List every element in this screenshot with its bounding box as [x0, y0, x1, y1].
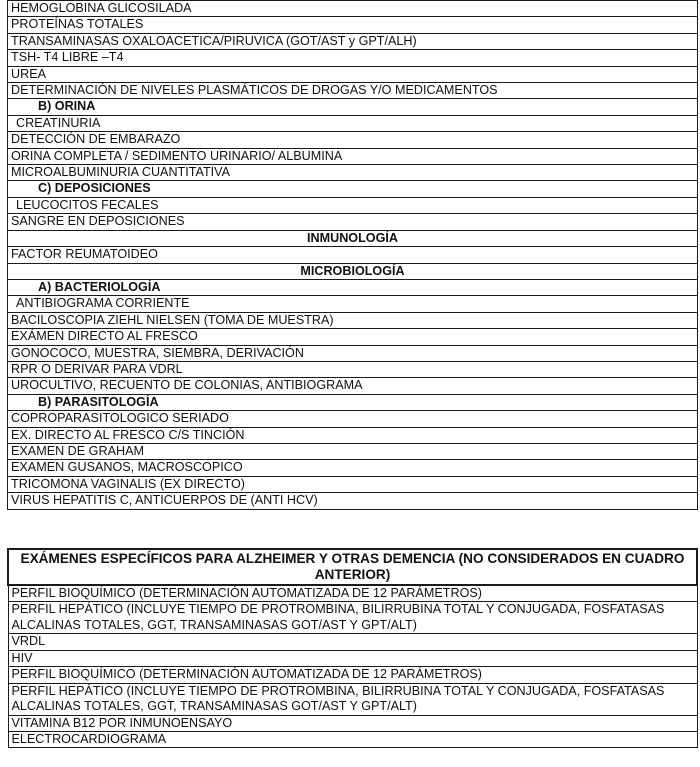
table-row — [8, 427, 698, 443]
exam-item: VITAMINA B12 POR INMUNOENSAYO — [8, 715, 697, 731]
alzheimer-exams-table — [7, 548, 698, 748]
table-row — [8, 443, 698, 459]
subsection-heading: A) BACTERIOLOGÍA — [8, 279, 698, 295]
table-row — [8, 17, 698, 33]
table-row — [8, 329, 698, 345]
exam-item: TSH- T4 LIBRE –T4 — [8, 50, 698, 66]
table-row — [8, 634, 697, 650]
exam-item: PERFIL HEPÁTICO (INCLUYE TIEMPO DE PROTROMBINA, BILIRRUBINA TOTAL Y CONJUGADA, FOSFATASAS ALCALINAS TOTALES, GGT, TRANSAMINASAS GOT/AST Y GPT/ALT) — [8, 683, 697, 715]
table-row — [8, 230, 698, 246]
table-row — [8, 165, 698, 181]
subsection-heading: B) ORINA — [8, 99, 698, 115]
table-row — [8, 683, 697, 715]
exam-item: FACTOR REUMATOIDEO — [8, 247, 698, 263]
table-header-row — [8, 549, 697, 585]
exam-item: GONOCOCO, MUESTRA, SIEMBRA, DERIVACIÓN — [8, 345, 698, 361]
table-row — [8, 197, 698, 213]
table-row — [8, 732, 697, 748]
exam-item: RPR O DERIVAR PARA VDRL — [8, 361, 698, 377]
table-row — [8, 148, 698, 164]
exam-item: EXÁMEN DIRECTO AL FRESCO — [8, 329, 698, 345]
exam-item: COPROPARASITOLOGICO SERIADO — [8, 411, 698, 427]
exam-list-table — [7, 0, 698, 510]
table-row — [8, 493, 698, 509]
table-row — [8, 50, 698, 66]
exam-item: ANTIBIOGRAMA CORRIENTE — [8, 296, 698, 312]
table-row — [8, 460, 698, 476]
table-row — [8, 667, 697, 683]
exam-item: UREA — [8, 66, 698, 82]
table-row — [8, 263, 698, 279]
table-row — [8, 99, 698, 115]
exam-item: VIRUS HEPATITIS C, ANTICUERPOS DE (ANTI HCV) — [8, 493, 698, 509]
exam-item: EX. DIRECTO AL FRESCO C/S TINCIÓN — [8, 427, 698, 443]
table-row — [8, 279, 698, 295]
exam-item: HIV — [8, 650, 697, 666]
table-row — [8, 378, 698, 394]
table-row — [8, 296, 698, 312]
table-row — [8, 1, 698, 17]
table-row — [8, 312, 698, 328]
table-row — [8, 715, 697, 731]
exam-item: PERFIL BIOQUÍMICO (DETERMINACIÓN AUTOMATIZADA DE 12 PARÁMETROS) — [8, 585, 697, 602]
exam-item: TRANSAMINASAS OXALOACETICA/PIRUVICA (GOT/AST y GPT/ALH) — [8, 33, 698, 49]
table-row — [8, 602, 697, 634]
exam-item: MICROALBUMINURIA CUANTITATIVA — [8, 165, 698, 181]
exam-item: CREATINURIA — [8, 115, 698, 131]
exam-item: PERFIL BIOQUÍMICO (DETERMINACIÓN AUTOMATIZADA DE 12 PARÁMETROS) — [8, 667, 697, 683]
table-row — [8, 181, 698, 197]
table-row — [8, 585, 697, 602]
exam-item: LEUCOCITOS FECALES — [8, 197, 698, 213]
table-row — [8, 411, 698, 427]
section-heading: INMUNOLOGÍA — [8, 230, 698, 246]
table-row — [8, 66, 698, 82]
table-row — [8, 214, 698, 230]
exam-item: SANGRE EN DEPOSICIONES — [8, 214, 698, 230]
exam-item: DETERMINACIÓN DE NIVELES PLASMÁTICOS DE DROGAS Y/O MEDICAMENTOS — [8, 83, 698, 99]
exam-item: TRICOMONA VAGINALIS (EX DIRECTO) — [8, 476, 698, 492]
exam-item: DETECCIÓN DE EMBARAZO — [8, 132, 698, 148]
exam-item: PERFIL HEPÁTICO (INCLUYE TIEMPO DE PROTROMBINA, BILIRRUBINA TOTAL Y CONJUGADA, FOSFATASAS ALCALINAS TOTALES, GGT, TRANSAMINASAS GOT/AST Y GPT/ALT) — [8, 602, 697, 634]
table-row — [8, 83, 698, 99]
exam-item: HEMOGLOBINA GLICOSILADA — [8, 1, 698, 17]
subsection-heading: B) PARASITOLOGÍA — [8, 394, 698, 410]
exam-item: ELECTROCARDIOGRAMA — [8, 732, 697, 748]
exam-item: BACILOSCOPIA ZIEHL NIELSEN (TOMA DE MUESTRA) — [8, 312, 698, 328]
exam-item: UROCULTIVO, RECUENTO DE COLONIAS, ANTIBIOGRAMA — [8, 378, 698, 394]
table-row — [8, 345, 698, 361]
exam-item: EXAMEN DE GRAHAM — [8, 443, 698, 459]
table-row — [8, 132, 698, 148]
exam-item: PROTEÍNAS TOTALES — [8, 17, 698, 33]
table-row — [8, 361, 698, 377]
subsection-heading: C) DEPOSICIONES — [8, 181, 698, 197]
exam-item: VRDL — [8, 634, 697, 650]
table-row — [8, 115, 698, 131]
table-header: EXÁMENES ESPECÍFICOS PARA ALZHEIMER Y OTRAS DEMENCIA (NO CONSIDERADOS EN CUADRO ANTERIOR) — [8, 549, 697, 585]
table-row — [8, 247, 698, 263]
section-heading: MICROBIOLOGÍA — [8, 263, 698, 279]
table-row — [8, 476, 698, 492]
table-row — [8, 394, 698, 410]
table-row — [8, 650, 697, 666]
table-row — [8, 33, 698, 49]
exam-item: ORINA COMPLETA / SEDIMENTO URINARIO/ ALBUMINA — [8, 148, 698, 164]
exam-item: EXAMEN GUSANOS, MACROSCOPICO — [8, 460, 698, 476]
